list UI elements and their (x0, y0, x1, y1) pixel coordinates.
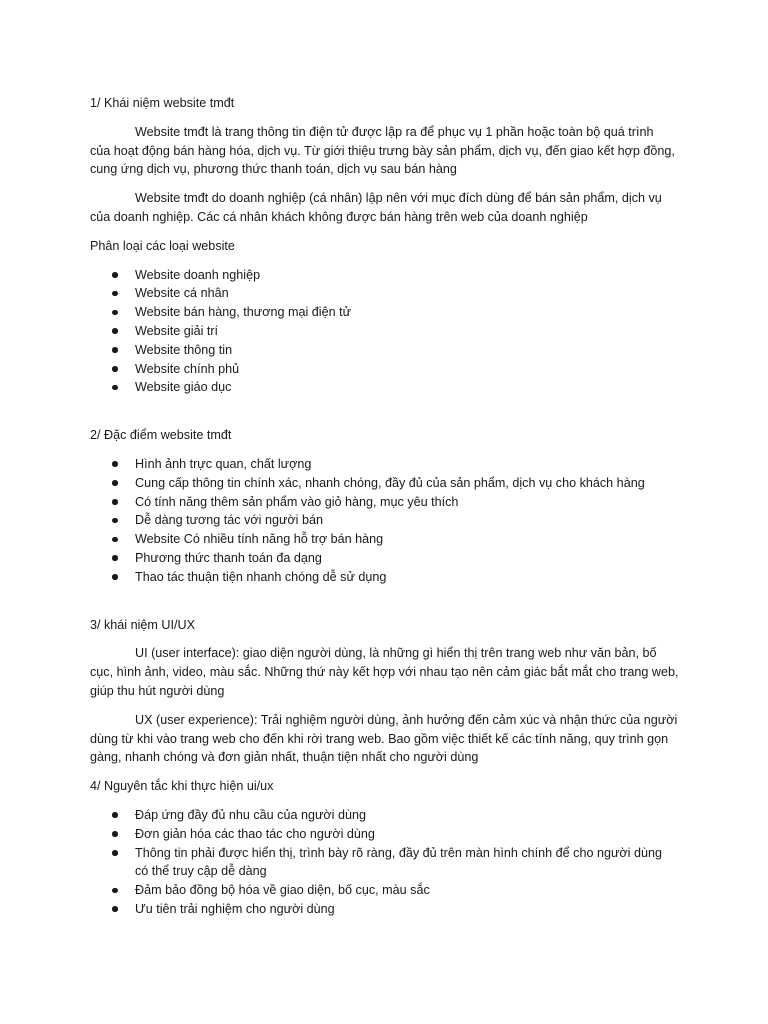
list-item (90, 568, 690, 587)
website-types-title: Phân loại các loại website (90, 238, 235, 253)
list-item-text: Hình ảnh trực quan, chất lượng (135, 456, 312, 471)
section-1-paragraph-2 (90, 189, 690, 227)
list-item (90, 511, 690, 530)
bullet-icon (112, 850, 118, 856)
bullet-icon (112, 812, 118, 818)
bullet-icon (112, 888, 118, 894)
section-3-heading: 3/ khái niệm UI/UX (90, 617, 195, 632)
list-item-text: Website doanh nghiệp (135, 267, 261, 282)
bullet-icon (112, 461, 118, 467)
list-item (90, 530, 690, 549)
list-item-text: Website cá nhân (135, 286, 229, 301)
bullet-icon (112, 310, 118, 316)
list-item-text: Đơn giản hóa các thao tác cho người dùng (135, 826, 375, 841)
paragraph-line: giúp thu hút người dùng (90, 683, 225, 698)
list-item (90, 881, 690, 900)
paragraph-line: của doanh nghiệp. Các cá nhân khách không được bán hàng trên web của doanh nghiệp (90, 209, 588, 224)
list-item (90, 303, 690, 322)
paragraph-line: dùng từ khi vào trang web cho đến khi rời trang web. Bao gồm việc thiết kế các tính năng, quy trình gọn (90, 731, 669, 746)
document-body (90, 94, 690, 919)
list-item-text: Website giáo dục (135, 380, 232, 395)
bullet-icon (112, 291, 118, 297)
list-item-text: Website chính phủ (135, 361, 240, 376)
list-item-text: Thông tin phải được hiển thị, trình bày rõ ràng, đầy đủ trên màn hình chính để cho người dùng (135, 845, 662, 860)
section-2-heading: 2/ Đặc điểm website tmđt (90, 428, 232, 443)
section-3-paragraph-1 (90, 644, 690, 700)
section-1-paragraph-1 (90, 123, 690, 179)
bullet-icon (112, 272, 118, 278)
list-item (90, 549, 690, 568)
list-item (90, 844, 690, 882)
website-types-list (90, 266, 690, 398)
bullet-icon (112, 480, 118, 486)
list-item (90, 900, 690, 919)
section-3-paragraph-2 (90, 711, 690, 767)
features-list (90, 455, 690, 587)
list-item (90, 266, 690, 285)
paragraph-line: UI (user interface): giao diện người dùng, là những gì hiển thị trên trang web như văn bản, bố (135, 646, 657, 661)
list-item-text: Có tính năng thêm sản phẩm vào giỏ hàng, mục yêu thích (135, 494, 459, 509)
list-item-text: Website giải trí (135, 323, 219, 338)
list-item (90, 378, 690, 397)
paragraph-line: UX (user experience): Trải nghiệm người dùng, ảnh hưởng đến cảm xúc và nhận thức của người (135, 712, 678, 727)
bullet-icon (112, 831, 118, 837)
bullet-icon (112, 366, 118, 372)
bullet-icon (112, 347, 118, 353)
list-item (90, 474, 690, 493)
bullet-icon (112, 537, 118, 543)
bullet-icon (112, 555, 118, 561)
paragraph-line: gàng, nhanh chóng và đơn giản nhất, thuận tiện nhất cho người dùng (90, 750, 479, 765)
bullet-icon (112, 499, 118, 505)
list-item-text: Website Có nhiều tính năng hỗ trợ bán hàng (135, 532, 384, 547)
list-item (90, 493, 690, 512)
bullet-icon (112, 518, 118, 524)
paragraph-line: Website tmđt là trang thông tin điện tử được lập ra để phục vụ 1 phần hoặc toàn bộ quá trình (135, 124, 654, 139)
principles-list (90, 806, 690, 919)
list-item-text-continued: có thể truy cập dễ dàng (135, 864, 267, 879)
bullet-icon (112, 574, 118, 580)
paragraph-line: cung ứng dịch vụ, phương thức thanh toán, dịch vụ sau bán hàng (90, 162, 457, 177)
list-item (90, 806, 690, 825)
list-item (90, 322, 690, 341)
list-item-text: Dễ dàng tương tác với người bán (135, 513, 323, 528)
list-item (90, 455, 690, 474)
bullet-icon (112, 385, 118, 391)
list-item-text: Phương thức thanh toán đa dạng (135, 550, 322, 565)
paragraph-line: của hoạt động bán hàng hóa, dịch vụ. Từ giới thiệu trưng bày sản phẩm, dịch vụ, đến giao kết hợp đồng, (90, 143, 675, 158)
bullet-icon (112, 906, 118, 912)
list-item (90, 341, 690, 360)
list-item-text: Đảm bảo đồng bộ hóa về giao diện, bố cục, màu sắc (135, 883, 430, 898)
list-item-text: Cung cấp thông tin chính xác, nhanh chóng, đầy đủ của sản phẩm, dịch vụ cho khách hàng (135, 475, 645, 490)
list-item-text: Ưu tiên trải nghiệm cho người dùng (135, 901, 335, 916)
section-4-heading: 4/ Nguyên tắc khi thực hiện ui/ux (90, 779, 274, 794)
list-item-text: Đáp ứng đầy đủ nhu cầu của người dùng (135, 807, 366, 822)
paragraph-line: cục, hình ảnh, video, màu sắc. Những thứ này kết hợp với nhau tạo nên cảm giác bắt mắt cho trang web, (90, 665, 679, 680)
list-item (90, 825, 690, 844)
list-item-text: Website thông tin (135, 342, 233, 357)
list-item-text: Website bán hàng, thương mại điện tử (135, 305, 352, 320)
paragraph-line: Website tmđt do doanh nghiệp (cá nhân) lập nên với mục đích dùng để bán sản phẩm, dịch vụ (135, 191, 662, 206)
list-item-text: Thao tác thuận tiện nhanh chóng dễ sử dụng (135, 569, 387, 584)
list-item (90, 284, 690, 303)
list-item (90, 360, 690, 379)
section-1-heading: 1/ Khái niệm website tmđt (90, 96, 235, 110)
bullet-icon (112, 328, 118, 334)
